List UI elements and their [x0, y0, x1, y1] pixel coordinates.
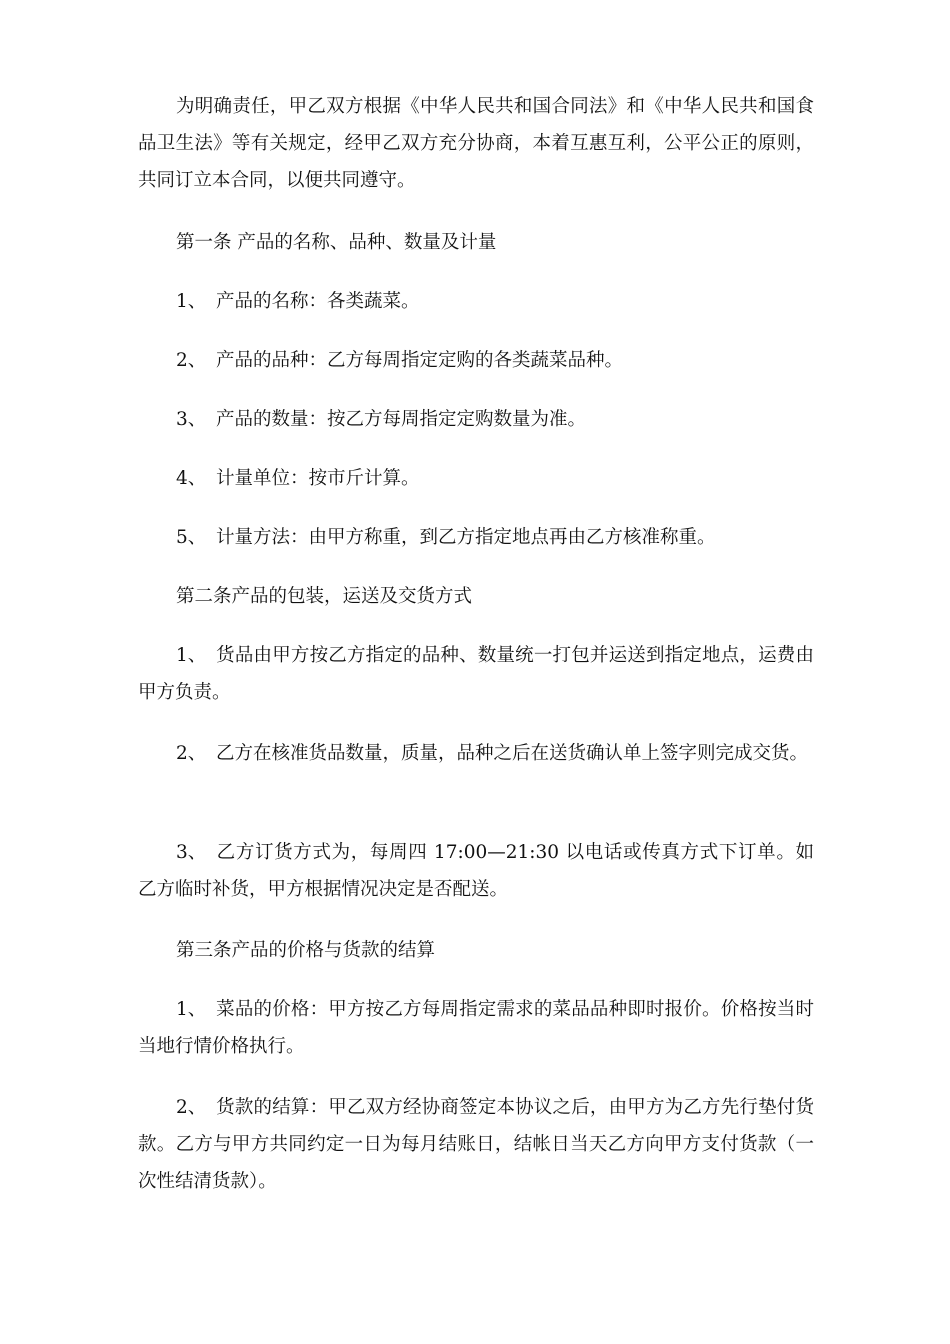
item-number: 2、: [176, 743, 207, 764]
article-1-item-4: [138, 460, 814, 497]
item-text: 计量单位：按市斤计算。: [216, 468, 420, 489]
item-number: 3、: [176, 842, 207, 863]
item-text: 产品的名称：各类蔬菜。: [216, 291, 420, 312]
article-2-item-3: [138, 834, 814, 908]
article-3-item-2: [138, 1089, 814, 1200]
item-text: 计量方法：由甲方称重，到乙方指定地点再由乙方核准称重。: [216, 527, 716, 548]
item-text: 货款的结算：甲乙双方经协商签定本协议之后，由甲方为乙方先行垫付货款。乙方与甲方共同约定一日为每月结账日，结帐日当天乙方向甲方支付货款（一次性结清货款）。: [138, 1097, 814, 1192]
item-number: 1、: [176, 999, 207, 1020]
article-1-item-5: [138, 519, 814, 556]
paragraph-text: 为明确责任，甲乙双方根据《中华人民共和国合同法》和《中华人民共和国食品卫生法》等有关规定，经甲乙双方充分协商，本着互惠互利，公平公正的原则，共同订立本合同，以便共同遵守。: [138, 96, 814, 191]
item-text: 乙方在核准货品数量，质量，品种之后在送货确认单上签字则完成交货。: [216, 743, 809, 764]
article-2-heading: [138, 578, 814, 615]
heading-text: 第一条 产品的名称、品种、数量及计量: [176, 232, 497, 253]
article-3-heading: [138, 932, 814, 969]
item-number: 5、: [176, 527, 207, 548]
article-2-item-2: [138, 735, 814, 772]
article-1-item-3: [138, 401, 814, 438]
item-number: 4、: [176, 468, 207, 489]
item-text: 菜品的价格：甲方按乙方每周指定需求的菜品品种即时报价。价格按当时当地行情价格执行。: [138, 999, 814, 1057]
article-1-heading: [138, 224, 814, 261]
item-number: 1、: [176, 645, 207, 666]
item-number: 3、: [176, 409, 207, 430]
item-text: 产品的数量：按乙方每周指定定购数量为准。: [216, 409, 587, 430]
item-text: 产品的品种：乙方每周指定定购的各类蔬菜品种。: [216, 350, 624, 371]
intro-paragraph: [138, 88, 814, 199]
article-1-item-1: [138, 283, 814, 320]
item-number: 2、: [176, 350, 207, 371]
item-text: 货品由甲方按乙方指定的品种、数量统一打包并运送到指定地点，运费由甲方负责。: [138, 645, 814, 703]
heading-text: 第二条产品的包装，运送及交货方式: [176, 586, 473, 607]
item-text: 乙方订货方式为，每周四 17:00—21:30 以电话或传真方式下订单。如乙方临时补货，甲方根据情况决定是否配送。: [138, 842, 814, 900]
heading-text: 第三条产品的价格与货款的结算: [176, 940, 436, 961]
article-3-item-1: [138, 991, 814, 1065]
item-number: 2、: [176, 1097, 207, 1118]
item-number: 1、: [176, 291, 207, 312]
article-1-item-2: [138, 342, 814, 379]
article-2-item-1: [138, 637, 814, 711]
